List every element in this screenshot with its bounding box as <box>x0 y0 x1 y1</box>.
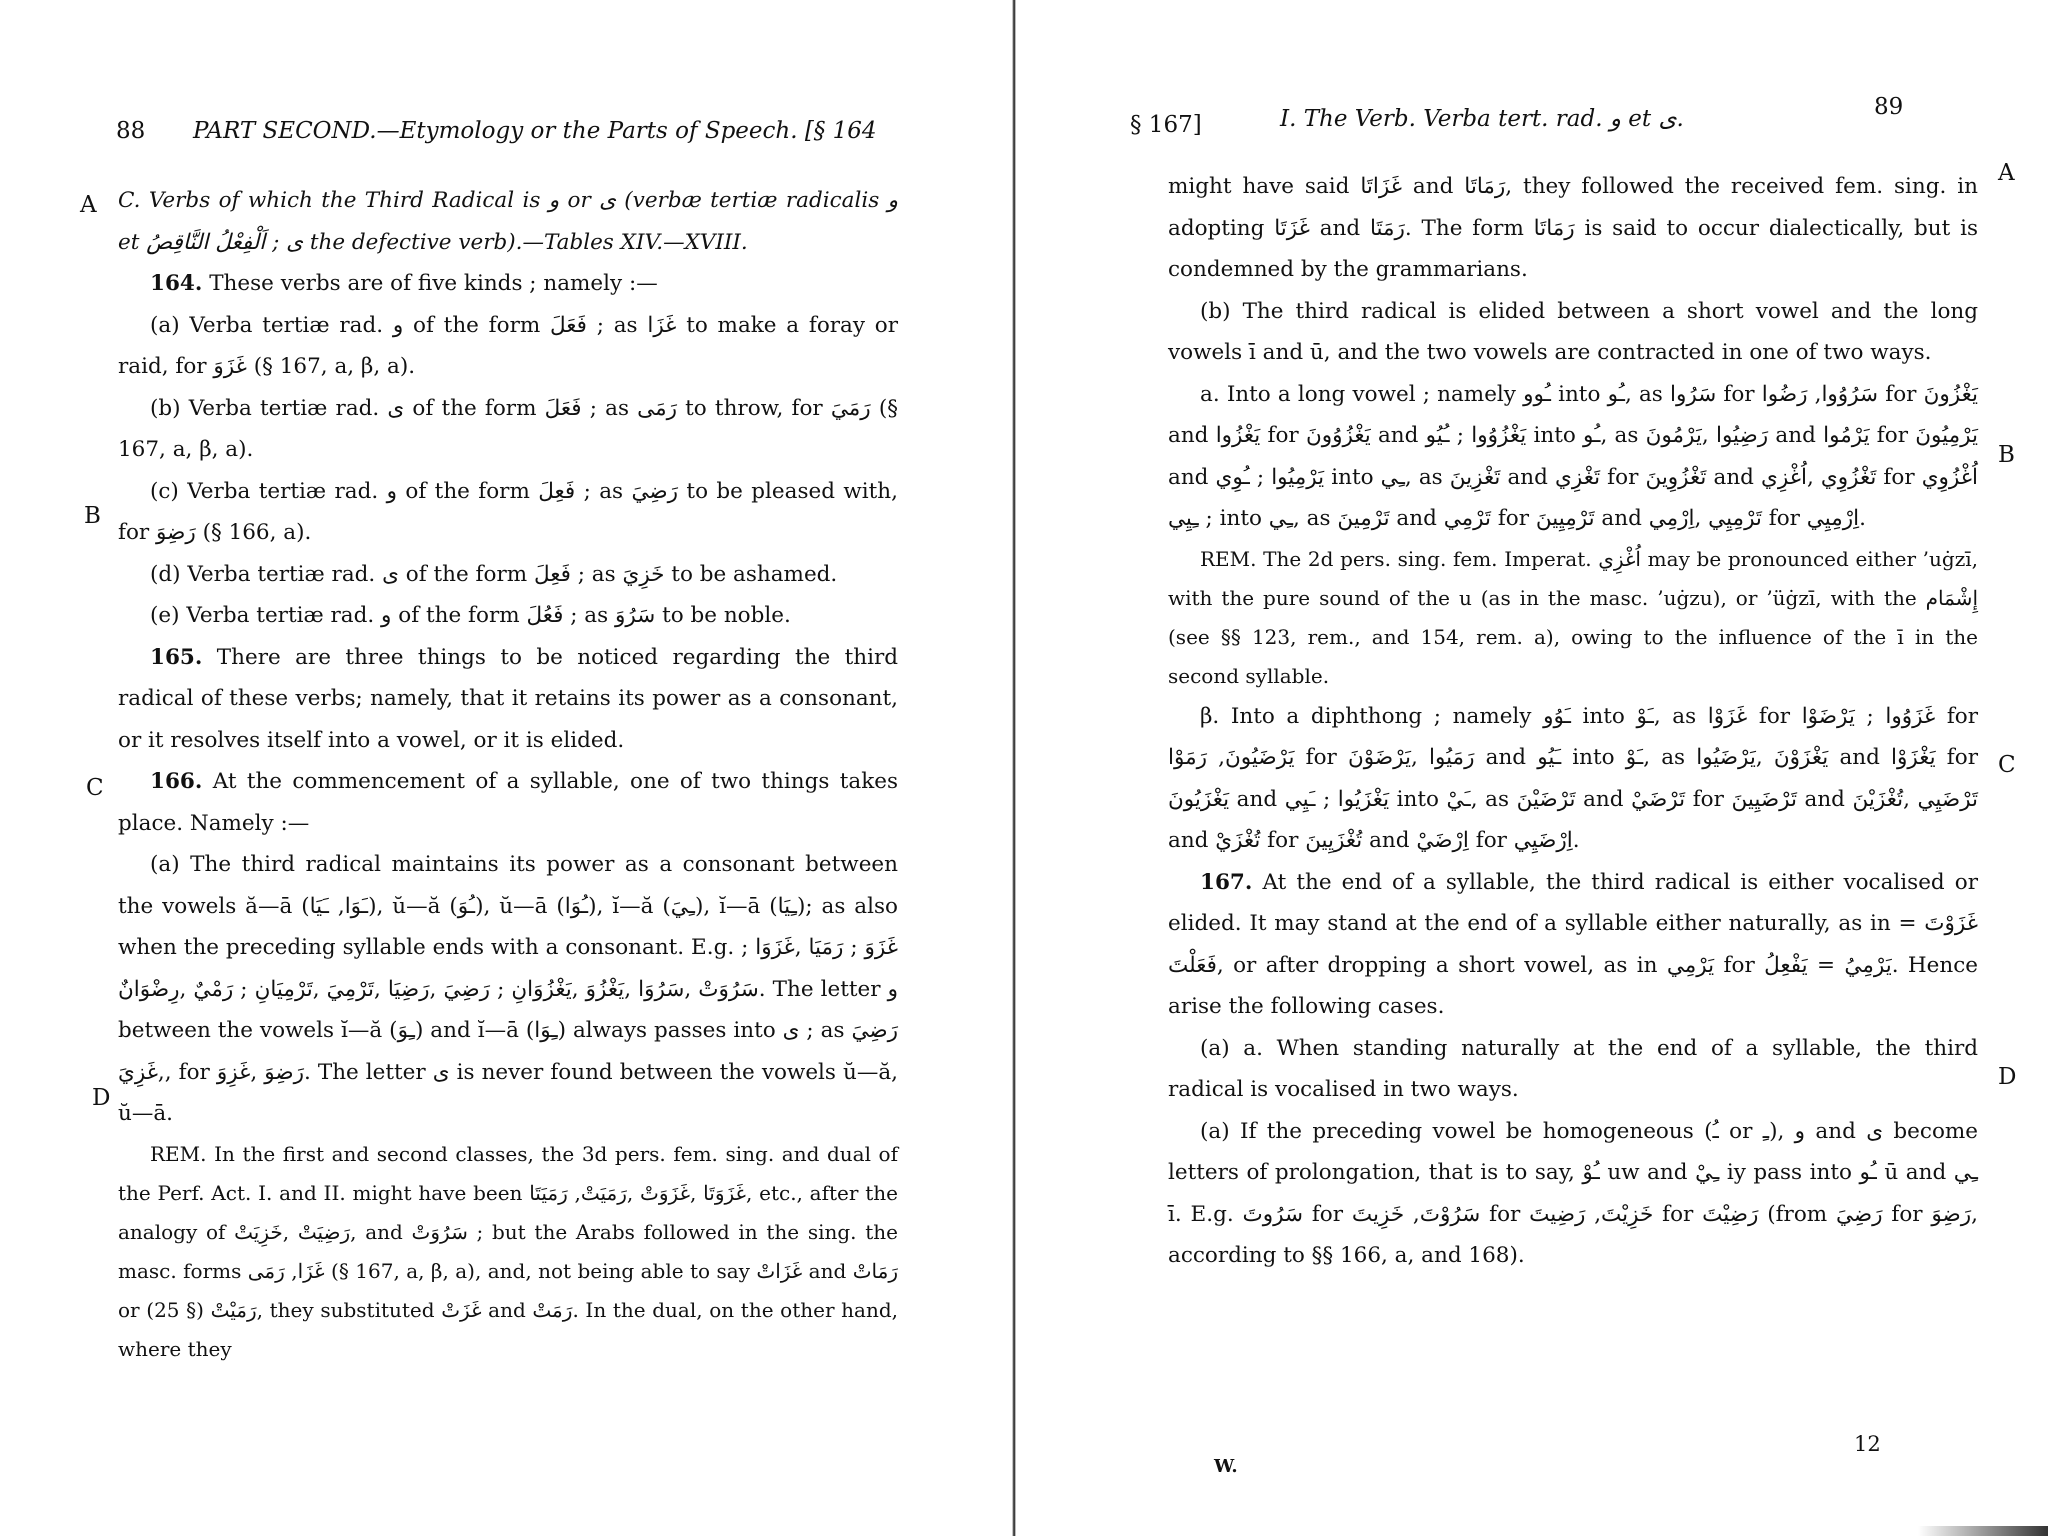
book-gutter <box>1012 0 1016 1536</box>
margin-letter-b: B <box>1998 442 2015 468</box>
section-number: 167. <box>1200 869 1253 895</box>
bottom-page-number: 12 <box>1854 1432 1881 1456</box>
section-number: 164. <box>150 271 203 296</box>
paragraph-rem-continued: might have said غَزَاتَا and رَمَاتَا, they followed the received fem. sing. in adopting غَزَتَا and رَمَتَا. The form رَمَاتَا is said to occur dialectically, but is condemned by the grammarians. <box>1168 174 1978 282</box>
margin-letter-a: A <box>80 192 97 218</box>
paragraph-166-a: (a) The third radical maintains its power as a consonant between the vowels ă—ā (ـَوَا, ـَيَا), ŭ—ă (ـُوَ), ŭ—ā (ـُوَا), ĭ—ă (ـِيَ), ĭ—ā (ـِيَا); as also when the preceding syllable ends with a consonant. E.g. غَزَوَ ; رَمَيَا ,غَزَوَا ; سَرُوَتْ ,سَرُوَا ,يَغْزُوَ ,يَغْزُوَانِ ; رَضِيَ ,رَضِيَا ,تَرْمِيَ ,تَرْمِيَانِ ; رَمْيٌ ,رِضْوَانٌ. The letter و between the vowels ĭ—ă (ـِوَ) and ĭ—ā (ـِوَا) always passes into ى ; as رَضِيَ ,غَزِيَ, for رَضِوَ ,غَزِوَ. The letter ى is never found between the vowels ŭ—ă, ŭ—ā. <box>118 852 898 1126</box>
paragraph-section-c-heading: C. Verbs of which the Third Radical is و or ى (verbæ tertiæ radicalis و et ى ; اَلْفِعْلُ النَّاقِصُ the defective verb).—Tables XIV.—XVIII. <box>118 188 898 255</box>
paragraph-166-b: (b) The third radical is elided between a short vowel and the long vowels ī and ū, and the two vowels are contracted in one of two ways. <box>1168 298 1978 365</box>
paragraph-166: 166. At the commencement of a syllable, one of two things takes place. Namely :— <box>118 769 898 836</box>
section-number: 166. <box>150 769 203 794</box>
right-section-ref: § 167] <box>1130 112 1202 138</box>
paragraph-164-c: (c) Verba tertiæ rad. و of the form فَعِلَ ; as رَضِيَ to be pleased with, for رَضِوَ (§ 166, a). <box>118 478 898 545</box>
paragraph-164: 164. These verbs are of five kinds ; namely :— <box>150 271 658 296</box>
page-edge-shadow <box>1918 1526 2048 1536</box>
paragraph-166-b-alpha: a. Into a long vowel ; namely ـُوو into ـُو, as سَرُوا for سَرُوُوا, رَضُوا for يَغْزُونَ and يَغْزُوا for يَغْزُوُونَ and يَغْزُوُوا ; ـُيُو into ـُو, as رَضِيُوا ,يَرْمُونَ and يَرْمُوا for يَرْمِيُونَ and يَرْمِيُوا ; ـُوِي into ـِي, as تَغْزِينَ and تَغْزِي for تَغْزُوِينَ and تَغْزُوِي ,اُغْزِي for اُغْزُوِي ; ـِيِي into ـِي, as تَرْمِينَ and تَرْمِي for تَرْمِيِينَ and تَرْمِيِي ,اِرْمِي for اِرْمِيِي. <box>1168 381 1979 531</box>
left-page <box>0 0 1010 1536</box>
paragraph-167: 167. At the end of a syllable, the third radical is either vocalised or elided. It may stand at the end of a syllable either naturally, as in غَزَوْتَ = فَعَلْتَ, or after dropping a short vowel, as in يَرْمِي for يَرْمِيُ = يَفْعِلُ. Hence arise the following cases. <box>1168 869 1979 1019</box>
right-page <box>1018 0 2048 1536</box>
right-page-number: 89 <box>1874 94 1904 120</box>
paragraph-167-a-a: (a) If the preceding vowel be homogeneous (ـُ or ـِ), و and ى become letters of prolongation, that is to say, ـُوْ uw and ـِيْ iy pass into ـُو ū and ـِي ī. E.g. سَرُوتَ for سَرُوْتَ, خَزِيتَ for خَزِيْتَ, رَضِيتَ for رَضِيْتَ (from رَضِيَ for رَضِوَ, according to §§ 166, a, and 168). <box>1168 1118 1979 1268</box>
left-page-number: 88 <box>116 118 146 144</box>
margin-letter-b: B <box>84 503 101 529</box>
margin-letter-c: C <box>1998 752 2016 778</box>
paragraph-164-e: (e) Verba tertiæ rad. و of the form فَعُلَ ; as سَرُوَ to be noble. <box>150 603 791 628</box>
paragraph-165: 165. There are three things to be noticed regarding the third radical of these verbs; namely, that it retains its power as a consonant, or it resolves itself into a vowel, or it is elided. <box>118 644 898 753</box>
left-running-title: PART SECOND.—Etymology or the Parts of Speech. [§ 164 <box>193 118 877 144</box>
right-body <box>1168 166 1978 1277</box>
margin-letter-d: D <box>1998 1064 2017 1090</box>
margin-letter-d: D <box>92 1085 111 1111</box>
section-number: 165. <box>150 644 203 670</box>
paragraph-164-d: (d) Verba tertiæ rad. ى of the form فَعِلَ ; as خَزِيَ to be ashamed. <box>150 561 838 587</box>
left-body <box>118 180 898 1369</box>
paragraph-rem-right: REM. The 2d pers. sing. fem. Imperat. اُغْزِي may be pronounced either ’uġzī, with the pure sound of the u (as in the masc. ’uġzu), or ’üġzī, with the إِشْمَام (see §§ 123, rem., and 154, rem. a), owing to the influence of the ī in the second syllable. <box>1168 546 1979 688</box>
paragraph-166-b-beta: β. Into a diphthong ; namely ـَوُو into ـَوْ, as غَزَوْا for غَزَوُوا ; يَرْضَوْا for يَرْضَيُونَ, رَمَوْا for رَمَيُوا ,يَرْضَوْنَ and ـَيُو into ـَوْ, as يَغْزَوْنَ ,يَرْضَيُوا and يَغْزَوْا for يَغْزَيُونَ and يَغْزَيُوا ; ـَيِي into ـَيْ, as تَرْضَيْنَ and تَرْضَيْ for تَرْضَيِينَ and تَرْضَيِي ,تُغْزَيْنَ and تُغْزَيْ for تُغْزَيِينَ and اِرْضَيْ for اِرْضَيِي. <box>1168 703 1979 853</box>
paragraph-rem-left: REM. In the first and second classes, the 3d pers. fem. sing. and dual of the Perf. Act. I. and II. might have been غَزَوَتَا ,غَزَوَتْ ,رَمَيَتْ, رَمَيَتَا, etc., after the analogy of رَضِيَتْ ,خَزِيَتْ, and سَرُوَتْ ; but the Arabs followed in the sing. the masc. forms غَزَا, رَمَى (§ 167, a, β, a), and, not being able to say غَزَاتْ and رَمَاتْ or رَمَيْتْ (§ 25), they substituted غَزَتْ and رَمَتْ. In the dual, on the other hand, where they <box>118 1141 899 1361</box>
right-running-title: I. The Verb. Verba tert. rad. و et ى. <box>1280 106 1684 132</box>
margin-letter-a: A <box>1998 160 2015 186</box>
paragraph-167-a: (a) a. When standing naturally at the end of a syllable, the third radical is vocalised in two ways. <box>1168 1035 1978 1102</box>
paragraph-164-b: (b) Verba tertiæ rad. ى of the form فَعَلَ ; as رَمَى to throw, for رَمَيَ (§ 167, a, β, a). <box>118 395 898 462</box>
signature-mark: W. <box>1214 1456 1238 1477</box>
paragraph-164-a: (a) Verba tertiæ rad. و of the form فَعَلَ ; as غَزَا to make a foray or raid, for غَزَوَ (§ 167, a, β, a). <box>118 312 898 379</box>
margin-letter-c: C <box>86 775 104 801</box>
